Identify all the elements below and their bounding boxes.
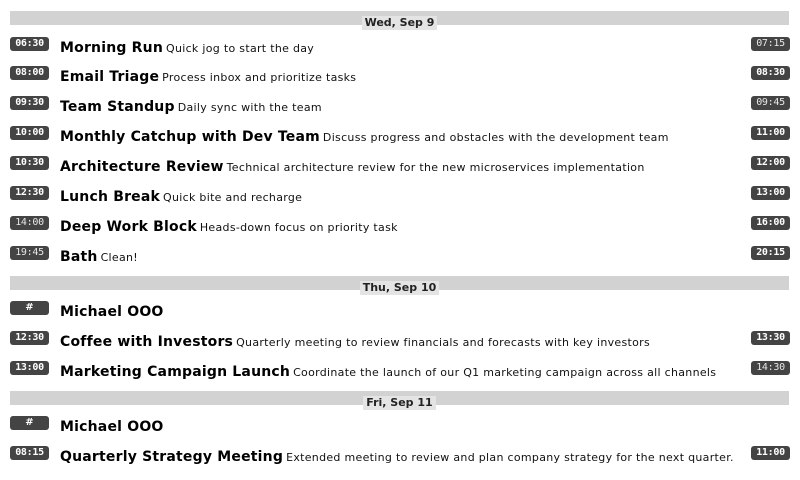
event-start-time: 12:30 [10, 331, 49, 345]
event-end-time: 11:00 [751, 446, 790, 460]
event-title: Michael OOO [60, 304, 164, 320]
event-end-time: 09:45 [751, 96, 790, 110]
event-title: Marketing Campaign Launch [60, 364, 291, 380]
event-end-time: 07:15 [751, 37, 790, 51]
event-start-time: 06:30 [10, 37, 49, 51]
event-row[interactable] [10, 66, 790, 86]
event-title: Deep Work Block [60, 219, 197, 235]
event-title: Michael OOO [60, 419, 164, 435]
event-title: Coffee with Investors [60, 334, 234, 350]
event-start-time: 12:30 [10, 186, 49, 200]
event-row[interactable] [10, 186, 790, 206]
event-title: Morning Run [60, 40, 163, 56]
event-title: Bath [60, 249, 98, 265]
event-row[interactable] [10, 96, 790, 116]
event-row[interactable] [10, 216, 790, 236]
day-header [10, 391, 789, 409]
event-title: Quarterly Strategy Meeting [60, 449, 284, 465]
allday-badge: # [10, 416, 49, 430]
event-row[interactable] [10, 37, 790, 57]
event-description: Discuss progress and obstacles with the development team [322, 131, 669, 144]
event-start-time: 08:15 [10, 446, 49, 460]
event-title: Architecture Review [60, 159, 224, 175]
event-title: Email Triage [60, 69, 160, 85]
allday-badge: # [10, 301, 49, 315]
event-row[interactable] [10, 126, 790, 146]
event-end-time: 12:00 [751, 156, 790, 170]
event-row[interactable] [10, 156, 790, 176]
event-end-time: 11:00 [751, 126, 790, 140]
day-header [10, 11, 789, 29]
event-start-time: 19:45 [10, 246, 49, 260]
event-end-time: 13:30 [751, 331, 790, 345]
event-end-time: 14:30 [751, 361, 790, 375]
event-start-time: 14:00 [10, 216, 49, 230]
event-row[interactable] [10, 446, 790, 466]
day-label: Fri, Sep 11 [363, 396, 435, 410]
event-row[interactable] [10, 246, 790, 266]
event-title: Lunch Break [60, 189, 161, 205]
event-description: Clean! [100, 251, 139, 264]
event-start-time: 13:00 [10, 361, 49, 375]
event-description: Quarterly meeting to review financials and forecasts with key investors [236, 336, 650, 349]
event-row[interactable] [10, 331, 790, 351]
event-description: Technical architecture review for the new microservices implementation [226, 161, 645, 174]
event-end-time: 20:15 [751, 246, 790, 260]
event-description: Extended meeting to review and plan company strategy for the next quarter. [286, 451, 734, 464]
event-title: Team Standup [60, 99, 175, 115]
day-label: Thu, Sep 10 [360, 281, 440, 295]
event-description: Quick bite and recharge [163, 191, 303, 204]
allday-event-row[interactable] [10, 301, 790, 321]
allday-event-row[interactable] [10, 416, 790, 436]
day-header [10, 276, 789, 294]
event-description: Quick jog to start the day [166, 42, 315, 55]
event-row[interactable] [10, 361, 790, 381]
event-title: Monthly Catchup with Dev Team [60, 129, 320, 145]
event-start-time: 10:00 [10, 126, 49, 140]
event-start-time: 09:30 [10, 96, 49, 110]
event-start-time: 10:30 [10, 156, 49, 170]
event-start-time: 08:00 [10, 66, 49, 80]
event-description: Process inbox and prioritize tasks [162, 71, 357, 84]
event-end-time: 08:30 [751, 66, 790, 80]
day-label: Wed, Sep 9 [362, 16, 438, 30]
event-description: Coordinate the launch of our Q1 marketing campaign across all channels [293, 366, 717, 379]
event-description: Daily sync with the team [177, 101, 322, 114]
event-description: Heads-down focus on priority task [199, 221, 398, 234]
event-end-time: 13:00 [751, 186, 790, 200]
event-end-time: 16:00 [751, 216, 790, 230]
